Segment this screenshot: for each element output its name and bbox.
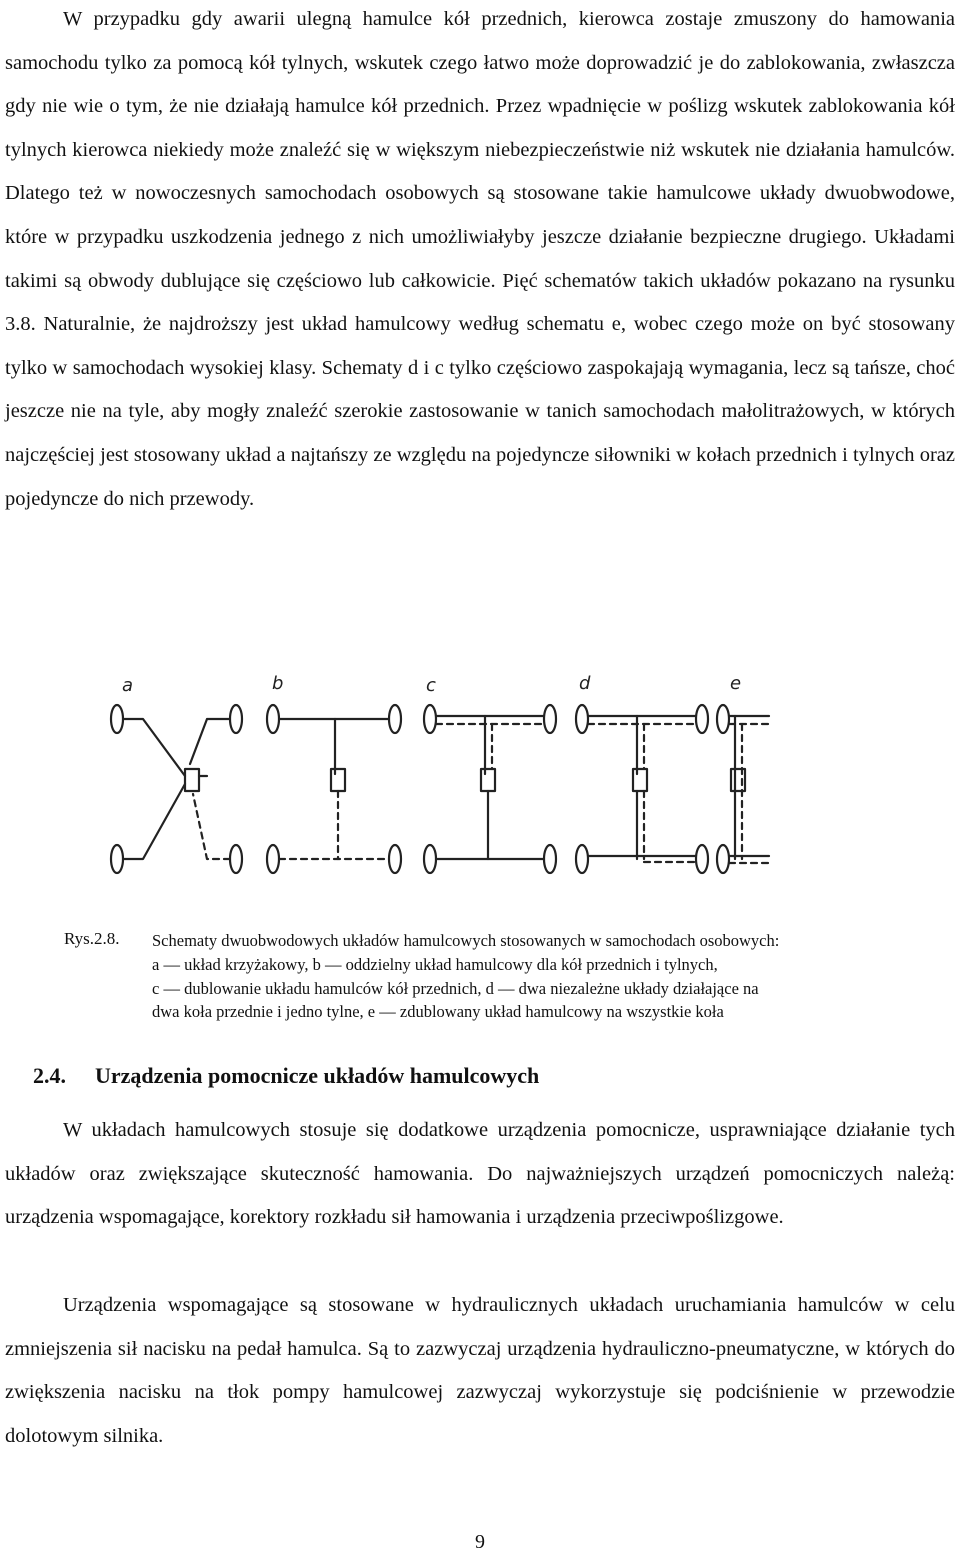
section-title: Urządzenia pomocnicze układów hamulcowych (95, 1063, 540, 1088)
section-number: 2.4. (33, 1063, 66, 1088)
body-paragraph-3: Urządzenia wspomagające są stosowane w hydraulicznych układach uruchamiania hamulców w celu zmniejszenia sił nacisku na pedał hamulca. Są to zazwyczaj urządzenia hydrauliczno-pneumatyczne, w których do zwiększenia nacisku na tłok pompy hamulcowej zazwyczaj wykorzystuje się podciśnienie w przewodzie dolotowym silnika. (5, 1294, 955, 1447)
schematic-e-lines (729, 716, 769, 863)
figure-caption (152, 929, 960, 1024)
figure-caption-line: c — dublowanie układu hamulców kół przednich, d — dwa niezależne układy działające na (152, 978, 759, 998)
figure-caption-line: dwa koła przednie i jedno tylne, e — zdublowany układ hamulcowy na wszystkie koła (152, 1002, 724, 1022)
schematic-label-a: a (122, 675, 134, 696)
figure-caption-label: Rys.2.8. (64, 929, 120, 948)
schematic-label-b: b (272, 673, 284, 694)
schematic-c (424, 705, 556, 873)
body-paragraph-2: W układach hamulcowych stosuje się dodatkowe urządzenia pomocnicze, usprawniające działanie tych układów oraz zwiększające skuteczność hamowania. Do najważniejszych urządzeń pomocniczych należą: urządzenia wspomagające, korektory rozkładu sił hamowania i urządzenia przeciwpoślizgowe. (5, 1119, 955, 1229)
schematic-label-e: e (730, 673, 742, 694)
figure-caption-line: a — układ krzyżakowy, b — oddzielny układ hamulcowy dla kół przednich i tylnych, (152, 954, 718, 974)
schematic-d (576, 705, 708, 873)
section-heading (33, 1063, 539, 1089)
brake-schematics-figure (95, 664, 775, 909)
page-number: 9 (475, 1531, 485, 1553)
schematic-label-c: c (426, 675, 436, 696)
schematic-label-d: d (579, 673, 591, 694)
body-paragraph-1: W przypadku gdy awarii ulegną hamulce kół przednich, kierowca zostaje zmuszony do hamowania samochodu tylko za pomocą kół tylnych, wskutek czego łatwo może doprowadzić je do zablokowania, zwłaszcza gdy nie wie o tym, że nie działają hamulce kół przednich. Przez wpadnięcie w poślizg wskutek zablokowania kół tylnych kierowca niekiedy może znaleźć się w większym niebezpieczeństwie niż wskutek nie działania hamulców. Dlatego też w nowoczesnych samochodach osobowych są stosowane takie hamulcowe układy dwuobwodowe, które w przypadku uszkodzenia jednego z nich umożliwiałyby jeszcze działanie bezpieczne drugiego. Układami takimi są obwody dublujące się częściowo lub całkowicie. Pięć schematów takich układów pokazano na rysunku 3.8. Naturalnie, że najdroższy jest układ hamulcowy według schematu e, wobec czego może on być stosowany tylko w samochodach wysokiej klasy. Schematy d i c tylko częściowo zaspokajają wymagania, lecz są tańsze, choć jeszcze nie na tyle, aby mogły znaleźć szerokie zastosowanie w tanich samochodach małolitrażowych, w których najczęściej jest stosowany układ a najtańszy ze względu na pojedyncze siłowniki w kołach przednich i tylnych oraz pojedyncze do nich przewody. (5, 8, 955, 510)
schematic-b (267, 705, 401, 873)
schematic-a (111, 705, 242, 873)
figure-caption-line: Schematy dwuobwodowych układów hamulcowych stosowanych w samochodach osobowych: (152, 931, 780, 950)
